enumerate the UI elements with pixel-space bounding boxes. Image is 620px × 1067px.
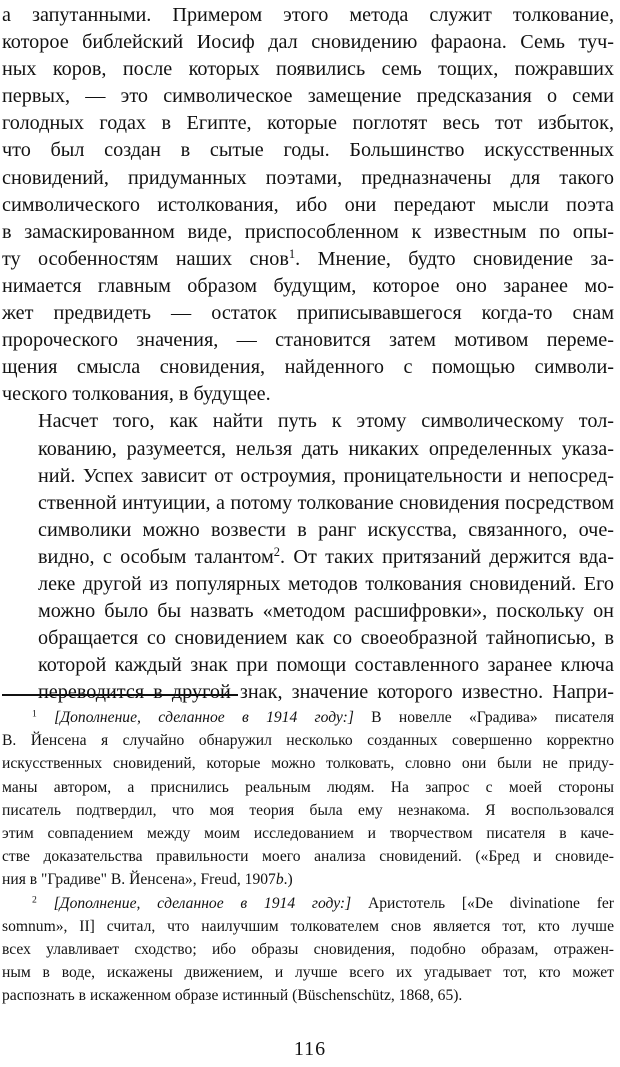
footnote-line: распознать в искаженном образе истинный (Büschenschütz, 1868, 65).: [2, 987, 463, 1005]
text-line: жет предвидеть — остаток приписывавшегося когда-то снам: [2, 302, 614, 325]
footnote-line: писатель подтвердил, что моя теория была ему незнакома. Я воспользовался: [2, 801, 614, 819]
text-line: леке другой из популярных методов толкования сновидений. Его: [38, 572, 614, 595]
text-line: а запутанными. Примером этого метода служит толкование,: [2, 4, 614, 26]
footnote-2: [2, 892, 614, 1008]
text-line: кованию, разумеется, нельзя дать никаких определенных указа-: [38, 437, 614, 460]
footnote-line: В. Йенсена я случайно обнаружил несколько созданных совершенно корректно: [2, 732, 614, 750]
text-line: ных коров, после которых появились семь тощих, пожравших: [2, 58, 614, 81]
text-fragment: Аристотель [«De divinatione fer: [351, 894, 614, 912]
text-line: ний. Успех зависит от остроумия, проницательности и непосред-: [38, 464, 614, 487]
footnote-editor-note: [Дополнение, сделанное в 1914 году:]: [53, 894, 352, 912]
text-line: первых, — это символическое замещение предсказания о семи: [2, 85, 614, 108]
text-line: ческого толкования, в будущее.: [2, 383, 271, 406]
text-fragment: . От таких притязаний держится вда-: [280, 545, 614, 568]
text-line: щения смысла сновидения, найденного с помощью символи-: [2, 356, 614, 379]
page-number: 116: [293, 1038, 327, 1060]
text-fragment: В новелле «Градива» писателя: [353, 709, 614, 726]
main-text: [2, 2, 614, 706]
text-line: [2, 544, 614, 571]
text-line: в замаскированном виде, приспособленном к известным по опы-: [2, 220, 614, 243]
text-line: Насчет того, как найти путь к этому символическому тол-: [38, 410, 614, 433]
text-fragment: ния в "Градиве" В. Йенсена», Freud, 1907: [2, 871, 276, 889]
footnote-line: [2, 706, 614, 729]
text-line: обращается со сновидением как со своеобразной тайнописью, в: [38, 627, 614, 650]
text-fragment: b: [275, 871, 284, 889]
text-fragment: . Мнение, будто сновидение за-: [295, 247, 614, 270]
text-line: нимается главным образом будущим, которое оно заранее мо-: [2, 274, 614, 297]
footnote-line: ным в воде, искажены движением, и лучше всего их угадывает тот, кто может: [2, 964, 614, 982]
text-line: которой каждый знак при помощи составленного заранее ключа: [38, 654, 614, 677]
text-line: символического истолкования, ибо они передают мысли поэта: [2, 193, 614, 216]
footnote-line: [2, 868, 614, 891]
text-line: сновидений, придуманных поэтами, предназначены для такого: [2, 166, 614, 189]
footnote-line: стве доказательства правильности моего анализа сновидений. («Бред и сновиде-: [2, 848, 614, 866]
footnotes: [2, 706, 614, 1008]
footnote-mark: 2: [32, 894, 37, 906]
text-line: переводится в другой знак, значение которого известно. Напри-: [38, 681, 614, 704]
paragraph-1: [2, 2, 614, 408]
paragraph-2: [2, 408, 614, 706]
footnote-ref-1[interactable]: 1: [288, 246, 296, 261]
footnote-line: somnum», II] считал, что наилучшим толкователем снов является тот, кто лучше: [2, 917, 614, 935]
text-fragment: ту особенностям наших снов: [2, 247, 289, 270]
text-line: [2, 246, 614, 273]
footnote-1: [2, 706, 614, 892]
footnote-ref-2[interactable]: 2: [273, 545, 281, 559]
text-line: пророческого значения, — становится затем мотивом переме-: [2, 329, 614, 352]
text-line: которое библейский Иосиф дал сновидению фараона. Семь туч-: [2, 31, 614, 54]
text-line: что был создан в сытые годы. Большинство искусственных: [2, 139, 614, 162]
text-line: можно было бы назвать «методом расшифровки», поскольку он: [38, 600, 614, 623]
text-line: голодных годах в Египте, которые поглотят весь тот избыток,: [2, 112, 614, 135]
footnote-line: [2, 892, 614, 915]
text-fragment: видно, с особым талантом: [38, 545, 274, 568]
footnote-editor-note: [Дополнение, сделанное в 1914 году:]: [54, 709, 354, 726]
footnote-line: этим совпадением между моим исследованием и творчеством писателя в каче-: [2, 825, 614, 843]
text-line: ственной интуиции, а потому толкование сновидения посредством: [38, 491, 614, 514]
footnote-line: маны автором, а приснились реальным людям. На запрос с моей стороны: [2, 778, 614, 796]
text-line: символики можно возвести в ранг искусства, связанного, оче-: [38, 518, 614, 541]
footnote-divider: [2, 694, 238, 696]
text-fragment: .): [283, 871, 293, 889]
footnote-line: всех улавливает сходство; ибо образы сновидения, подобно образам, отражен-: [2, 941, 614, 959]
footnote-mark: 1: [32, 708, 37, 720]
footnote-line: искусственных сновидений, которые можно толковать, словно они были не приду-: [2, 755, 614, 773]
